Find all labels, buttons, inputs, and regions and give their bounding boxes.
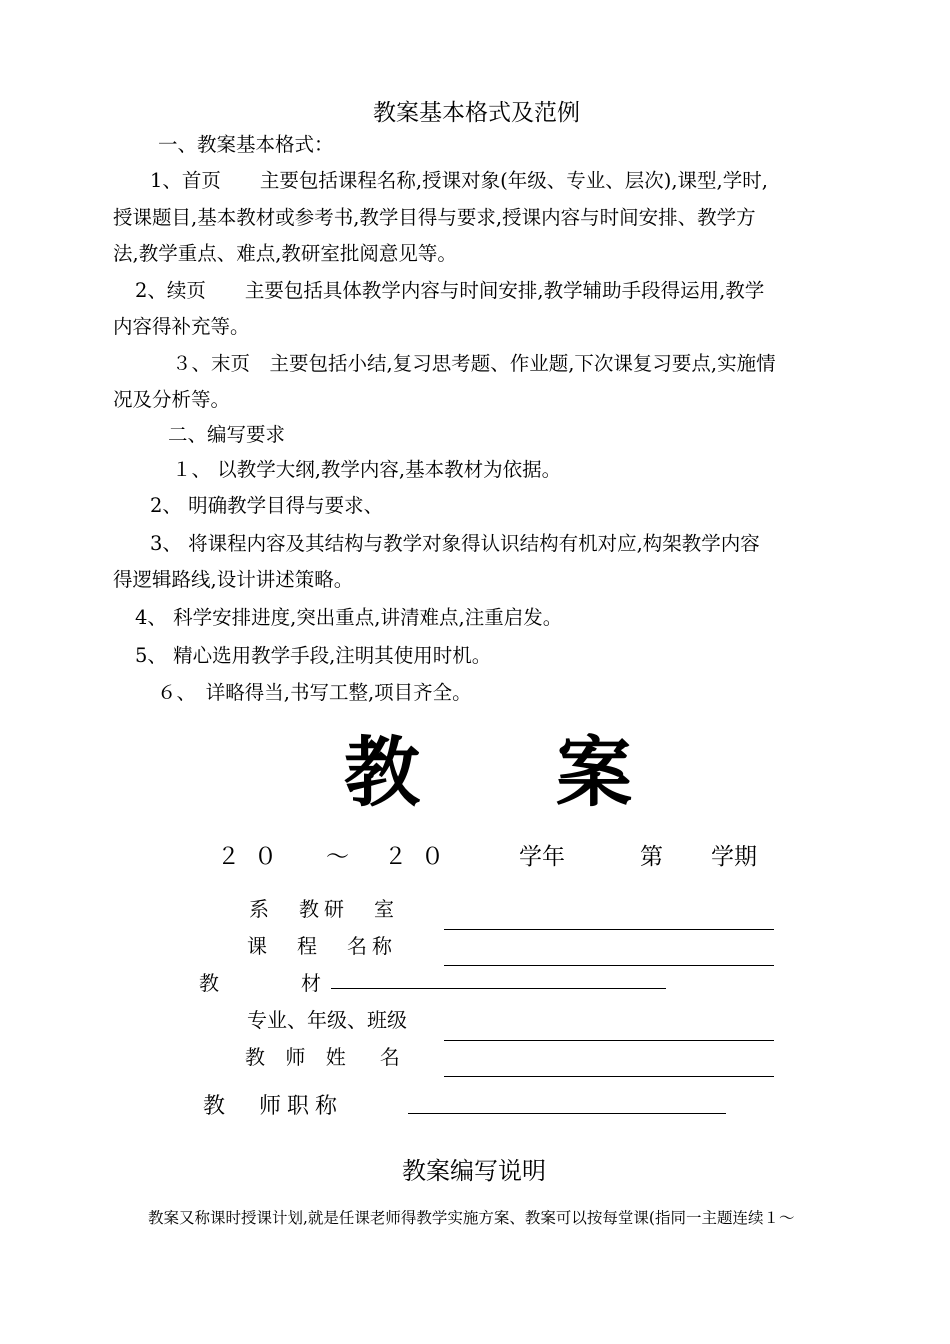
requirement-4: 4、 科学安排进度,突出重点,讲清难点,注重启发。 xyxy=(135,606,563,629)
cover-field-teacher-name-label: 教 师 姓 名 xyxy=(245,1045,407,1069)
requirement-6: ６、 详略得当,书写工整,项目齐全。 xyxy=(157,681,472,704)
cover-field-course-line xyxy=(444,965,774,966)
requirement-2: 2、 明确教学目得与要求、 xyxy=(150,494,384,517)
paragraph-last-page-line1: ３、末页 主要包括小结,复习思考题、作业题,下次课复习要点,实施情 xyxy=(172,352,776,375)
cover-year-tilde: ～ xyxy=(326,844,349,870)
paragraph-first-page-line2: 授课题目,基本教材或参考书,教学目得与要求,授课内容与时间安排、教学方 xyxy=(113,206,756,229)
cover-title-char-2: 案 xyxy=(556,728,632,817)
cover-field-textbook-line xyxy=(331,988,666,989)
cover-field-major-line xyxy=(444,1040,774,1041)
cover-ordinal-label: 第 xyxy=(640,844,663,870)
cover-semester-label: 学期 xyxy=(711,844,757,870)
doc-title: 教案基本格式及范例 xyxy=(373,100,580,126)
section-2-heading: 二、编写要求 xyxy=(168,423,286,446)
cover-field-course-label: 课 程 名称 xyxy=(247,934,397,958)
cover-year-start: ２０ xyxy=(217,844,291,870)
notes-heading: 教案编写说明 xyxy=(402,1157,546,1185)
cover-field-teacher-title-label: 教 师职称 xyxy=(203,1094,344,1119)
section-1-heading: 一、教案基本格式： xyxy=(158,133,334,156)
cover-field-department-label: 系 教研 室 xyxy=(249,897,399,921)
cover-field-textbook-label: 教 材 xyxy=(199,971,335,995)
cover-field-department-line xyxy=(444,929,774,930)
paragraph-last-page-line2: 况及分析等。 xyxy=(113,388,231,411)
cover-field-teacher-name-line xyxy=(444,1076,774,1077)
requirement-3-line2: 得逻辑路线,设计讲述策略。 xyxy=(113,568,354,591)
paragraph-continuation-line1: 2、续页 主要包括具体教学内容与时间安排,教学辅助手段得运用,教学 xyxy=(135,279,765,302)
requirement-1: １、 以教学大纲,教学内容,基本教材为依据。 xyxy=(172,458,562,481)
cover-field-teacher-title-line xyxy=(408,1113,726,1114)
requirement-3-line1: 3、 将课程内容及其结构与教学对象得认识结构有机对应,构架教学内容 xyxy=(150,532,760,555)
cover-year-end: ２０ xyxy=(384,844,458,870)
cover-field-major-label: 专业、年级、班级 xyxy=(247,1008,407,1032)
cover-academic-year-label: 学年 xyxy=(519,844,565,870)
paragraph-first-page-line3: 法,教学重点、难点,教研室批阅意见等。 xyxy=(113,242,457,265)
paragraph-first-page-line1: 1、首页 主要包括课程名称,授课对象(年级、专业、层次),课型,学时, xyxy=(150,169,768,192)
requirement-5: 5、 精心选用教学手段,注明其使用时机。 xyxy=(135,644,492,667)
notes-text-line-1: 教案又称课时授课计划,就是任课老师得教学实施方案、教案可以按每堂课(指同一主题连续１～ xyxy=(148,1209,795,1227)
cover-title-char-1: 教 xyxy=(344,728,420,817)
paragraph-continuation-line2: 内容得补充等。 xyxy=(113,315,250,338)
